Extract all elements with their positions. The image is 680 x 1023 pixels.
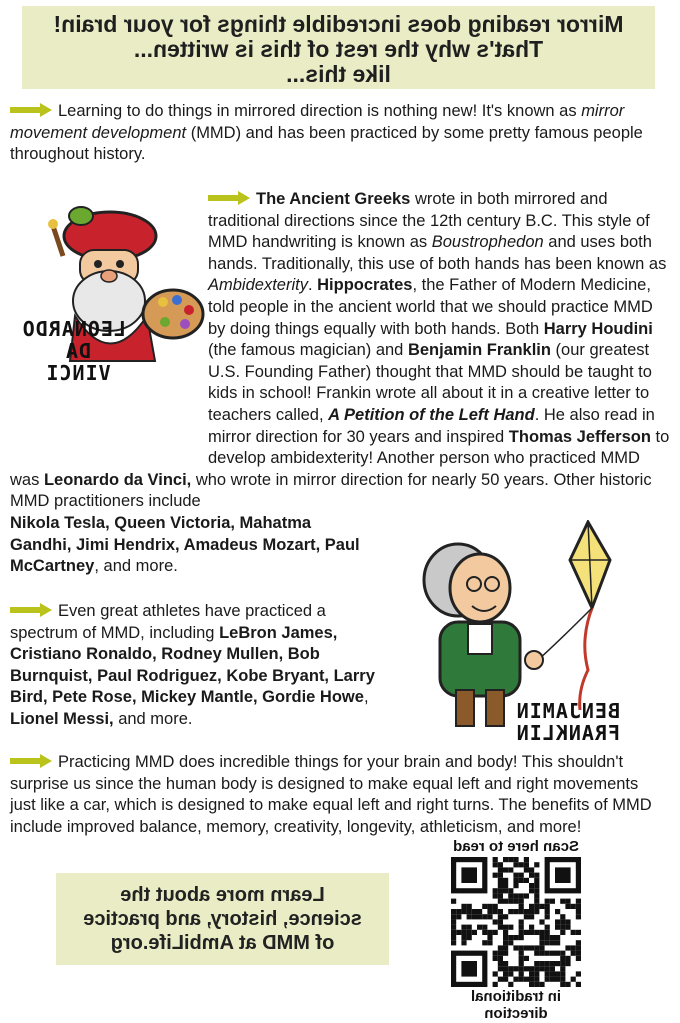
qr-caption-bottom: in traditional direction [471, 988, 561, 1022]
benefits-paragraph: Practicing MMD does incredible things for your brain and body! This shouldn't surprise us since the human body is designed to make equal left and right movements just like a car, which is designed to make equal left and right turns. The benefits of MMD include improved balance, memory, creativity, longevity, athleticism, and more! [10, 753, 652, 836]
banner-line-2: That's why the rest of this is written... [133, 36, 544, 62]
arrow-right-icon [10, 103, 52, 117]
qr-code-icon[interactable] [451, 857, 581, 987]
leonardo-label: LEONARDO DA VINCI [21, 317, 126, 385]
learn-more-box [56, 873, 389, 965]
banner-heading [22, 12, 655, 87]
athletes-paragraph: Even great athletes have practiced a spectrum of MMD, including LeBron James, Cristiano Ronaldo, Rodney Mullen, Bob Burnquist, Paul Rodriguez, Kobe Bryant, Larry Bird, Pete Rose, Mickey Mantle, Gordie Howe, Lionel Messi, and more. [10, 602, 375, 728]
qr-code-block[interactable] [432, 838, 600, 1020]
arrow-right-icon [208, 191, 250, 205]
learn-more-text: Learn more about the science, history, and practice of MMD at AmbiLife.org [83, 884, 362, 954]
history-paragraph: The Ancient Greeks wrote in both mirrored and traditional directions since the 12th century B.C. This style of MMD handwriting is known as Boustrophedon and uses both hands. Traditionally, this use of both hands has been known as Ambidexterity. Hippocrates, the Father of Modern Medicine, told people in the ancient world that we should practice MMD by doing things equally with both hands. Both Harry Houdini (the famous magician) and Benjamin Franklin (our greatest U.S. Founding Father) thought that MMD should be taught to kids in school! Frankin wrote all about it in a creative letter to teachers called, A Petition of the Left Hand. He also read in mirror direction for 30 years and inspired Thomas Jefferson to develop ambidexterity! Another person who practiced MMD was Leonardo da Vinci, who wrote in mirror direction for nearly 50 years. Other historic MMD practitioners include Nikola Tesla, Queen Victoria, Mahatma Gandhi, Jimi Hendrix, Amadeus Mozart, Paul McCartney, and more. [10, 190, 670, 576]
qr-caption-top: Scan here to read [453, 838, 579, 855]
arrow-right-icon [10, 603, 52, 617]
banner-line-1: Mirror reading does incredible things for your brain! [53, 11, 624, 37]
top-banner [22, 6, 655, 89]
franklin-label: BENJAMIN FRANKLIN [515, 699, 620, 745]
intro-paragraph: Learning to do things in mirrored direction is nothing new! It's known as mirror movement development (MMD) and has been practiced by some pretty famous people throughout history. [10, 102, 643, 164]
banner-line-3: like this... [286, 61, 391, 87]
arrow-right-icon [10, 754, 52, 768]
